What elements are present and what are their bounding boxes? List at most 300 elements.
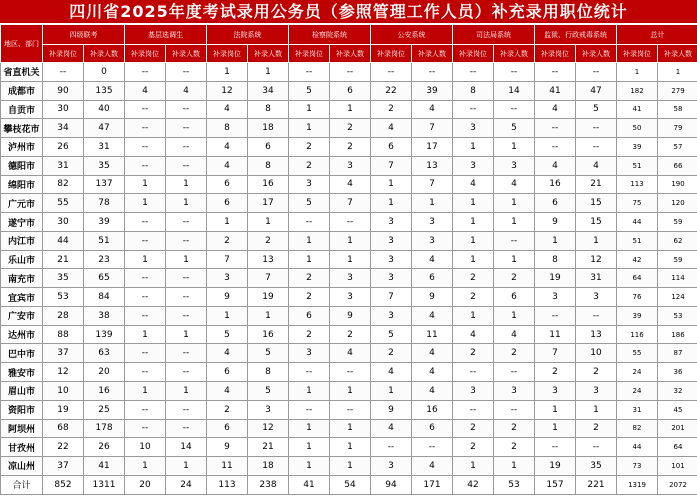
people-cell: 20 bbox=[84, 363, 125, 382]
people-cell: 1 bbox=[166, 175, 207, 194]
region-cell: 合计 bbox=[1, 475, 43, 494]
positions-cell: -- bbox=[535, 63, 576, 82]
people-cell: -- bbox=[166, 138, 207, 157]
positions-cell: 50 bbox=[617, 119, 658, 138]
region-cell: 眉山市 bbox=[1, 382, 43, 401]
positions-cell: 10 bbox=[43, 382, 84, 401]
positions-cell: 3 bbox=[289, 344, 330, 363]
region-cell: 阿坝州 bbox=[1, 419, 43, 438]
positions-cell: 53 bbox=[43, 288, 84, 307]
positions-cell: 157 bbox=[535, 475, 576, 494]
positions-cell: 4 bbox=[207, 138, 248, 157]
sub-header-positions: 补录岗位 bbox=[43, 45, 84, 63]
positions-cell: 51 bbox=[617, 231, 658, 250]
sub-header-positions: 补录岗位 bbox=[371, 45, 412, 63]
positions-cell: 41 bbox=[535, 81, 576, 100]
positions-cell: 21 bbox=[43, 250, 84, 269]
people-cell: 4 bbox=[412, 100, 453, 119]
positions-cell: 2 bbox=[207, 231, 248, 250]
positions-cell: 31 bbox=[43, 156, 84, 175]
people-cell: 41 bbox=[84, 457, 125, 476]
positions-cell: 22 bbox=[43, 438, 84, 457]
people-cell: 59 bbox=[658, 250, 697, 269]
sub-header-positions: 补录岗位 bbox=[125, 45, 166, 63]
positions-cell: 2 bbox=[289, 138, 330, 157]
region-cell: 绵阳市 bbox=[1, 175, 43, 194]
table-row bbox=[1, 457, 697, 476]
positions-cell: 82 bbox=[43, 175, 84, 194]
positions-cell: 1 bbox=[289, 457, 330, 476]
positions-cell: 64 bbox=[617, 269, 658, 288]
people-cell: -- bbox=[166, 344, 207, 363]
positions-cell: 1 bbox=[125, 382, 166, 401]
positions-cell: 55 bbox=[617, 344, 658, 363]
people-cell: 31 bbox=[576, 269, 617, 288]
positions-cell: 24 bbox=[617, 363, 658, 382]
people-cell: 36 bbox=[658, 363, 697, 382]
people-cell: 1 bbox=[494, 457, 535, 476]
people-cell: 34 bbox=[248, 81, 289, 100]
positions-cell: 9 bbox=[535, 213, 576, 232]
positions-cell: 2 bbox=[453, 344, 494, 363]
table-header bbox=[1, 25, 697, 63]
people-cell: -- bbox=[576, 119, 617, 138]
people-cell: -- bbox=[330, 400, 371, 419]
people-cell: 2072 bbox=[658, 475, 697, 494]
positions-cell: 4 bbox=[371, 119, 412, 138]
positions-cell: 68 bbox=[43, 419, 84, 438]
table-row bbox=[1, 175, 697, 194]
positions-cell: 2 bbox=[371, 100, 412, 119]
sub-header-people: 补录人数 bbox=[658, 45, 697, 63]
positions-cell: 22 bbox=[371, 81, 412, 100]
people-cell: 13 bbox=[576, 325, 617, 344]
positions-cell: -- bbox=[453, 363, 494, 382]
people-cell: 2 bbox=[576, 363, 617, 382]
people-cell: -- bbox=[576, 138, 617, 157]
people-cell: 4 bbox=[412, 250, 453, 269]
positions-cell: 3 bbox=[207, 269, 248, 288]
positions-cell: 55 bbox=[43, 194, 84, 213]
people-cell: 1 bbox=[248, 63, 289, 82]
sub-header-people: 补录人数 bbox=[330, 45, 371, 63]
positions-cell: 6 bbox=[289, 306, 330, 325]
people-cell: -- bbox=[166, 288, 207, 307]
positions-cell: -- bbox=[125, 63, 166, 82]
positions-cell: 6 bbox=[535, 194, 576, 213]
people-cell: 9 bbox=[412, 288, 453, 307]
table-row bbox=[1, 100, 697, 119]
positions-cell: -- bbox=[453, 63, 494, 82]
people-cell: 3 bbox=[576, 288, 617, 307]
people-cell: 6 bbox=[494, 288, 535, 307]
positions-cell: -- bbox=[43, 63, 84, 82]
positions-cell: 1 bbox=[289, 231, 330, 250]
positions-cell: -- bbox=[125, 119, 166, 138]
positions-cell: 76 bbox=[617, 288, 658, 307]
people-cell: 3 bbox=[248, 400, 289, 419]
people-cell: 1 bbox=[166, 457, 207, 476]
people-cell: 8 bbox=[248, 363, 289, 382]
positions-cell: 1 bbox=[125, 457, 166, 476]
table-row bbox=[1, 288, 697, 307]
people-cell: 201 bbox=[658, 419, 697, 438]
people-cell: 7 bbox=[248, 269, 289, 288]
people-cell: 1 bbox=[494, 250, 535, 269]
people-cell: 38 bbox=[84, 306, 125, 325]
people-cell: 16 bbox=[412, 400, 453, 419]
positions-cell: 3 bbox=[371, 457, 412, 476]
people-cell: 18 bbox=[248, 457, 289, 476]
positions-cell: 1 bbox=[371, 382, 412, 401]
positions-cell: 2 bbox=[453, 269, 494, 288]
people-cell: -- bbox=[166, 213, 207, 232]
people-cell: 4 bbox=[494, 175, 535, 194]
people-cell: 2 bbox=[330, 138, 371, 157]
people-cell: 2 bbox=[576, 419, 617, 438]
people-cell: 1 bbox=[494, 213, 535, 232]
people-cell: 47 bbox=[576, 81, 617, 100]
people-cell: 13 bbox=[412, 156, 453, 175]
people-cell: 1311 bbox=[84, 475, 125, 494]
positions-cell: 4 bbox=[453, 175, 494, 194]
people-cell: 1 bbox=[576, 231, 617, 250]
positions-cell: 31 bbox=[617, 400, 658, 419]
people-cell: 2 bbox=[330, 325, 371, 344]
people-cell: 1 bbox=[166, 325, 207, 344]
positions-cell: 1 bbox=[535, 400, 576, 419]
positions-cell: 3 bbox=[371, 269, 412, 288]
people-cell: 1 bbox=[330, 438, 371, 457]
positions-cell: 4 bbox=[371, 363, 412, 382]
positions-cell: 2 bbox=[453, 288, 494, 307]
positions-cell: 39 bbox=[617, 306, 658, 325]
people-cell: 2 bbox=[330, 119, 371, 138]
table-row bbox=[1, 231, 697, 250]
positions-cell: 9 bbox=[207, 288, 248, 307]
positions-cell: -- bbox=[371, 438, 412, 457]
people-cell: 32 bbox=[658, 382, 697, 401]
people-cell: -- bbox=[166, 100, 207, 119]
people-cell: -- bbox=[166, 156, 207, 175]
people-cell: 4 bbox=[330, 175, 371, 194]
positions-cell: -- bbox=[535, 306, 576, 325]
positions-cell: 16 bbox=[535, 175, 576, 194]
positions-cell: 2 bbox=[289, 325, 330, 344]
positions-cell: 41 bbox=[289, 475, 330, 494]
positions-cell: 1 bbox=[289, 438, 330, 457]
people-cell: 87 bbox=[658, 344, 697, 363]
positions-cell: -- bbox=[125, 269, 166, 288]
people-cell: 0 bbox=[84, 63, 125, 82]
positions-cell: 1319 bbox=[617, 475, 658, 494]
people-cell: 6 bbox=[330, 81, 371, 100]
people-cell: 4 bbox=[412, 306, 453, 325]
people-cell: 24 bbox=[166, 475, 207, 494]
table-row bbox=[1, 419, 697, 438]
people-cell: 4 bbox=[576, 156, 617, 175]
positions-cell: 3 bbox=[453, 156, 494, 175]
people-cell: 8 bbox=[248, 100, 289, 119]
positions-cell: -- bbox=[453, 400, 494, 419]
group-header: 总计 bbox=[617, 25, 697, 45]
people-cell: 45 bbox=[658, 400, 697, 419]
positions-cell: 4 bbox=[535, 156, 576, 175]
positions-cell: -- bbox=[371, 63, 412, 82]
region-cell: 泸州市 bbox=[1, 138, 43, 157]
people-cell: 1 bbox=[494, 194, 535, 213]
sub-header-positions: 补录岗位 bbox=[207, 45, 248, 63]
positions-cell: 4 bbox=[371, 419, 412, 438]
table-row bbox=[1, 269, 697, 288]
positions-cell: 6 bbox=[207, 363, 248, 382]
sub-header-positions: 补录岗位 bbox=[535, 45, 576, 63]
people-cell: 39 bbox=[84, 213, 125, 232]
positions-cell: 5 bbox=[289, 194, 330, 213]
positions-cell: -- bbox=[125, 100, 166, 119]
positions-cell: 852 bbox=[43, 475, 84, 494]
people-cell: 7 bbox=[330, 194, 371, 213]
region-cell: 南充市 bbox=[1, 269, 43, 288]
people-cell: 137 bbox=[84, 175, 125, 194]
people-cell: -- bbox=[166, 419, 207, 438]
positions-cell: 6 bbox=[207, 194, 248, 213]
people-cell: 186 bbox=[658, 325, 697, 344]
people-cell: 12 bbox=[248, 419, 289, 438]
people-cell: 35 bbox=[84, 156, 125, 175]
positions-cell: 9 bbox=[371, 400, 412, 419]
positions-cell: 24 bbox=[617, 382, 658, 401]
people-cell: 66 bbox=[658, 156, 697, 175]
region-cell: 达州市 bbox=[1, 325, 43, 344]
positions-cell: -- bbox=[535, 438, 576, 457]
people-cell: 114 bbox=[658, 269, 697, 288]
positions-cell: 3 bbox=[535, 288, 576, 307]
people-cell: -- bbox=[412, 438, 453, 457]
table-row bbox=[1, 363, 697, 382]
positions-cell: 51 bbox=[617, 156, 658, 175]
people-cell: 6 bbox=[248, 138, 289, 157]
positions-cell: 88 bbox=[43, 325, 84, 344]
people-cell: -- bbox=[166, 63, 207, 82]
positions-cell: 116 bbox=[617, 325, 658, 344]
positions-cell: 19 bbox=[43, 400, 84, 419]
positions-cell: -- bbox=[289, 63, 330, 82]
positions-cell: 20 bbox=[125, 475, 166, 494]
people-cell: 15 bbox=[576, 213, 617, 232]
positions-cell: 8 bbox=[535, 250, 576, 269]
people-cell: 11 bbox=[412, 325, 453, 344]
positions-cell: 182 bbox=[617, 81, 658, 100]
people-cell: 18 bbox=[248, 119, 289, 138]
sub-header-positions: 补录岗位 bbox=[289, 45, 330, 63]
people-cell: 5 bbox=[248, 344, 289, 363]
sub-header-people: 补录人数 bbox=[412, 45, 453, 63]
table-row bbox=[1, 63, 697, 82]
people-cell: 35 bbox=[576, 457, 617, 476]
positions-cell: 1 bbox=[371, 194, 412, 213]
people-cell: 12 bbox=[576, 250, 617, 269]
positions-cell: -- bbox=[125, 400, 166, 419]
people-cell: 54 bbox=[330, 475, 371, 494]
positions-cell: 2 bbox=[289, 269, 330, 288]
people-cell: 14 bbox=[494, 81, 535, 100]
table-row bbox=[1, 438, 697, 457]
positions-cell: 41 bbox=[617, 100, 658, 119]
positions-cell: 113 bbox=[617, 175, 658, 194]
region-cell: 成都市 bbox=[1, 81, 43, 100]
group-header: 公安系统 bbox=[371, 25, 453, 45]
people-cell: 3 bbox=[494, 382, 535, 401]
people-cell: 84 bbox=[84, 288, 125, 307]
people-cell: 3 bbox=[330, 269, 371, 288]
people-cell: 16 bbox=[84, 382, 125, 401]
region-cell: 广元市 bbox=[1, 194, 43, 213]
positions-cell: 26 bbox=[43, 138, 84, 157]
sub-header-people: 补录人数 bbox=[248, 45, 289, 63]
people-cell: 58 bbox=[658, 100, 697, 119]
positions-cell: -- bbox=[289, 363, 330, 382]
people-cell: 4 bbox=[412, 382, 453, 401]
positions-cell: 5 bbox=[289, 81, 330, 100]
people-cell: 3 bbox=[576, 382, 617, 401]
positions-cell: 1 bbox=[207, 63, 248, 82]
positions-cell: 4 bbox=[535, 100, 576, 119]
positions-cell: 5 bbox=[207, 325, 248, 344]
people-cell: 1 bbox=[330, 457, 371, 476]
people-cell: 1 bbox=[494, 138, 535, 157]
table-row bbox=[1, 306, 697, 325]
people-cell: -- bbox=[330, 213, 371, 232]
positions-cell: 10 bbox=[125, 438, 166, 457]
positions-cell: -- bbox=[125, 288, 166, 307]
positions-cell: 3 bbox=[453, 119, 494, 138]
positions-cell: 30 bbox=[43, 213, 84, 232]
positions-cell: 1 bbox=[207, 306, 248, 325]
positions-cell: 4 bbox=[207, 344, 248, 363]
group-header: 监狱、行政戒毒系统 bbox=[535, 25, 617, 45]
people-cell: 25 bbox=[84, 400, 125, 419]
people-cell: -- bbox=[576, 63, 617, 82]
people-cell: 62 bbox=[658, 231, 697, 250]
people-cell: -- bbox=[330, 63, 371, 82]
people-cell: 17 bbox=[412, 138, 453, 157]
people-cell: 13 bbox=[248, 250, 289, 269]
people-cell: 3 bbox=[412, 231, 453, 250]
positions-cell: 1 bbox=[453, 306, 494, 325]
people-cell: -- bbox=[330, 363, 371, 382]
people-cell: 40 bbox=[84, 100, 125, 119]
positions-cell: 7 bbox=[535, 344, 576, 363]
positions-cell: 3 bbox=[289, 175, 330, 194]
positions-cell: 94 bbox=[371, 475, 412, 494]
people-cell: -- bbox=[166, 231, 207, 250]
table-row bbox=[1, 138, 697, 157]
positions-cell: 34 bbox=[43, 119, 84, 138]
people-cell: 65 bbox=[84, 269, 125, 288]
people-cell: -- bbox=[166, 400, 207, 419]
people-cell: 7 bbox=[412, 119, 453, 138]
people-cell: -- bbox=[166, 363, 207, 382]
people-cell: 5 bbox=[248, 382, 289, 401]
people-cell: 139 bbox=[84, 325, 125, 344]
region-cell: 内江市 bbox=[1, 231, 43, 250]
people-cell: -- bbox=[166, 269, 207, 288]
people-cell: -- bbox=[576, 306, 617, 325]
people-cell: 8 bbox=[248, 156, 289, 175]
group-header: 四级联考 bbox=[43, 25, 125, 45]
people-cell: 124 bbox=[658, 288, 697, 307]
people-cell: 14 bbox=[166, 438, 207, 457]
positions-cell: 9 bbox=[207, 438, 248, 457]
people-cell: 1 bbox=[330, 382, 371, 401]
people-cell: 4 bbox=[494, 325, 535, 344]
people-cell: 4 bbox=[166, 81, 207, 100]
people-cell: -- bbox=[166, 306, 207, 325]
people-cell: 53 bbox=[658, 306, 697, 325]
positions-cell: -- bbox=[125, 363, 166, 382]
people-cell: 1 bbox=[248, 213, 289, 232]
positions-cell: 42 bbox=[617, 250, 658, 269]
positions-cell: 1 bbox=[453, 250, 494, 269]
positions-cell: 12 bbox=[43, 363, 84, 382]
people-cell: 39 bbox=[412, 81, 453, 100]
positions-cell: 2 bbox=[453, 438, 494, 457]
people-cell: 190 bbox=[658, 175, 697, 194]
people-cell: 23 bbox=[84, 250, 125, 269]
people-cell: 31 bbox=[84, 138, 125, 157]
positions-cell: 1 bbox=[289, 419, 330, 438]
sub-header-row bbox=[1, 45, 697, 63]
people-cell: -- bbox=[166, 119, 207, 138]
positions-cell: 2 bbox=[289, 156, 330, 175]
people-cell: 1 bbox=[658, 63, 697, 82]
positions-cell: 6 bbox=[207, 419, 248, 438]
positions-cell: -- bbox=[125, 419, 166, 438]
region-column-header: 地区、部门 bbox=[1, 25, 43, 63]
positions-cell: 1 bbox=[453, 231, 494, 250]
group-header: 检察院系统 bbox=[289, 25, 371, 45]
people-cell: 16 bbox=[248, 325, 289, 344]
people-cell: 171 bbox=[412, 475, 453, 494]
people-cell: 2 bbox=[494, 438, 535, 457]
positions-cell: 42 bbox=[453, 475, 494, 494]
people-cell: 1 bbox=[166, 250, 207, 269]
people-cell: 279 bbox=[658, 81, 697, 100]
sub-header-positions: 补录岗位 bbox=[617, 45, 658, 63]
positions-cell: 4 bbox=[207, 382, 248, 401]
people-cell: 1 bbox=[576, 400, 617, 419]
positions-cell: 1 bbox=[207, 213, 248, 232]
region-cell: 遂宁市 bbox=[1, 213, 43, 232]
positions-cell: 1 bbox=[617, 63, 658, 82]
positions-cell: 1 bbox=[125, 175, 166, 194]
positions-cell: 11 bbox=[535, 325, 576, 344]
positions-cell: 2 bbox=[535, 363, 576, 382]
positions-cell: 3 bbox=[371, 250, 412, 269]
table-row bbox=[1, 325, 697, 344]
positions-cell: 11 bbox=[207, 457, 248, 476]
table-row bbox=[1, 81, 697, 100]
positions-cell: 44 bbox=[43, 231, 84, 250]
positions-cell: 3 bbox=[371, 213, 412, 232]
positions-cell: 1 bbox=[125, 325, 166, 344]
positions-cell: 3 bbox=[453, 382, 494, 401]
positions-cell: 6 bbox=[371, 138, 412, 157]
positions-cell: 2 bbox=[453, 419, 494, 438]
sub-header-people: 补录人数 bbox=[494, 45, 535, 63]
people-cell: 10 bbox=[576, 344, 617, 363]
